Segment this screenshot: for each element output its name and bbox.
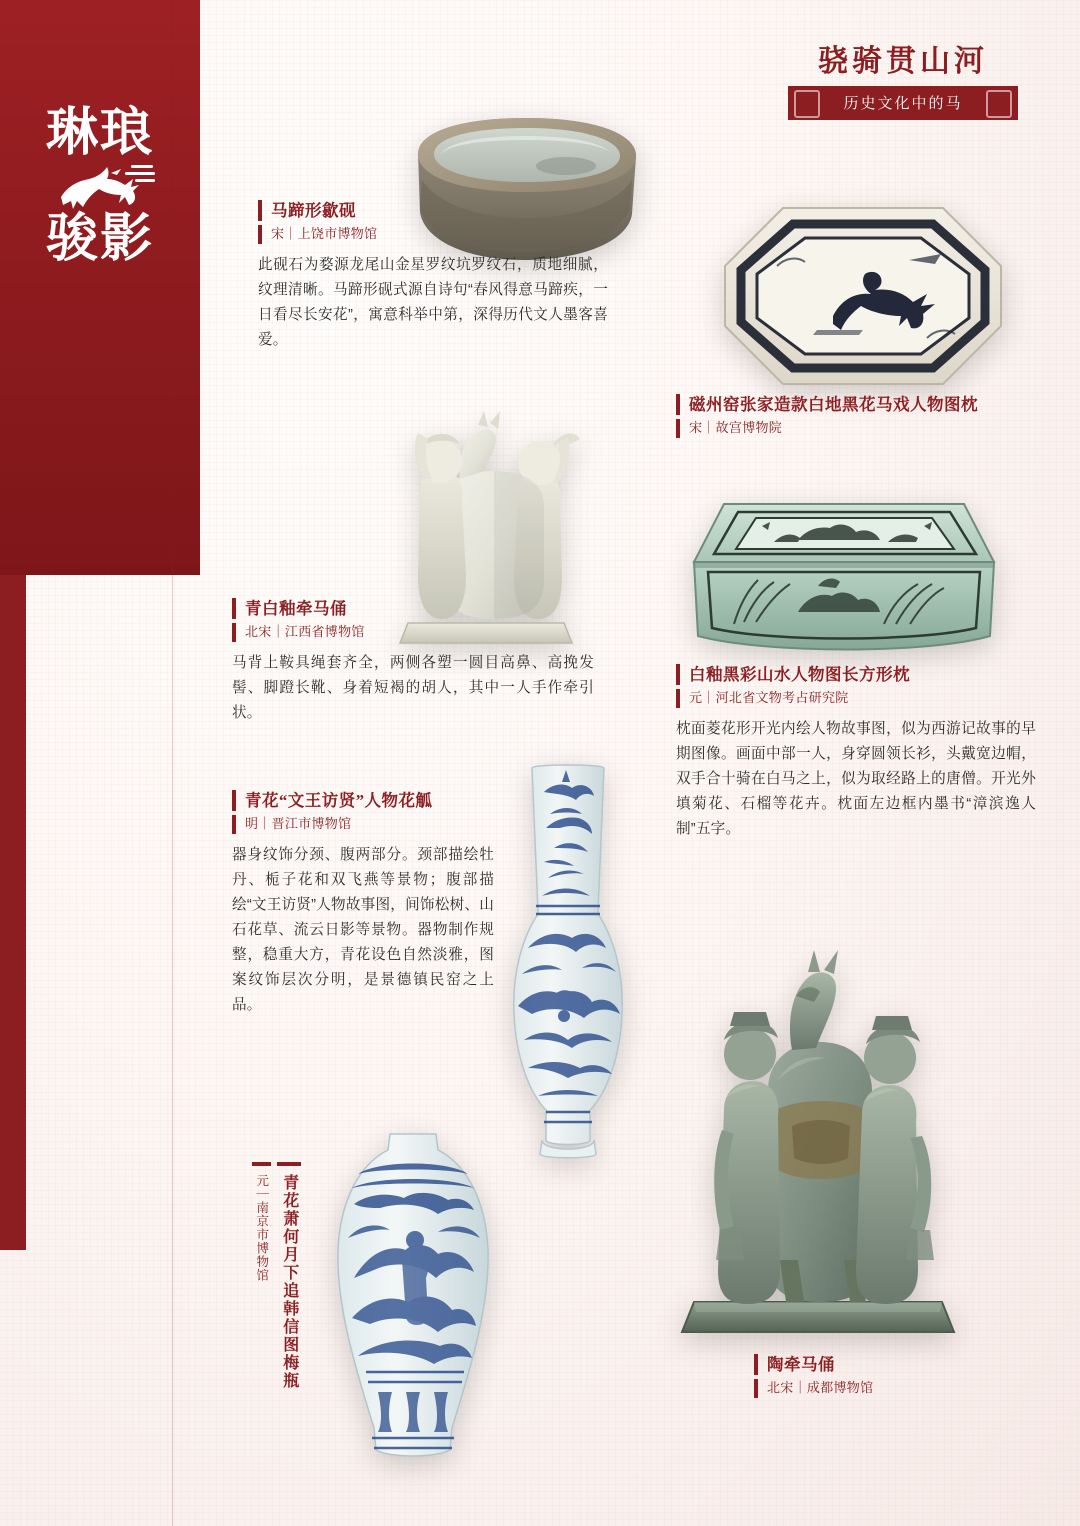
banner-title-top: 琳琅 (45, 105, 154, 162)
artifact-description: 马背上鞍具绳套齐全，两侧各塑一圆目高鼻、高挽发髻、脚蹬长靴、身着短褐的胡人，其中一人手作牵引状。 (232, 654, 594, 721)
caption-cizhou-pillow (676, 394, 1056, 438)
series-logo-title: 骁骑贯山河 (818, 45, 988, 78)
column-divider (172, 0, 173, 1526)
artifact-description: 枕面菱花形开光内绘人物故事图，似为西游记故事的早期图像。画面中部一人，身穿圆领长衫，头戴宽边帽，双手合十骑在白马之上，似为取经路上的唐僧。开光外填菊花、石榴等花卉。枕面左边框内墨书“漳滨逸人制”五字。 (676, 720, 1036, 837)
artifact-image-cizhou-pillow (713, 196, 1013, 396)
artifact-meta: 宋｜故宫博物院 (676, 419, 1056, 437)
caption-meiping (252, 1162, 301, 1412)
artifact-image-meiping (318, 1128, 508, 1468)
artifact-title: 陶牵马俑 (754, 1354, 1074, 1375)
artifact-description: 器身纹饰分颈、腹两部分。颈部描绘牡丹、栀子花和双飞燕等景物；腹部描绘“文王访贤”人物故事图，间饰松树、山石花草、流云日影等景物。器物制作规整，稳重大方，青花设色自然淡雅，图案纹饰层次分明，是景德镇民窑之上品。 (232, 846, 494, 1014)
artifact-image-rect-pillow (678, 492, 1008, 672)
artifact-meta: 北宋｜江西省博物馆 (232, 623, 594, 641)
title-banner (0, 0, 200, 575)
artifact-title: 青花“文王访贤”人物花觚 (232, 790, 494, 811)
artifact-description: 此砚石为婺源龙尾山金星罗纹坑罗纹石，质地细腻，纹理清晰。马蹄形砚式源自诗句“春风得意马蹄疾，一日看尽长安花”，寓意科举中第，深得历代文人墨客喜爱。 (258, 256, 608, 348)
series-logo (788, 36, 1018, 120)
artifact-title: 白釉黑彩山水人物图长方形枕 (676, 664, 1036, 685)
artifact-title: 马蹄形歙砚 (258, 200, 608, 221)
artifact-meta: 明｜晋江市博物馆 (232, 815, 494, 833)
caption-horse-figurine (232, 598, 594, 726)
artifact-image-blue-white-vase (488, 762, 648, 1162)
caption-rect-pillow (676, 664, 1036, 842)
artifact-image-pottery-horse (668, 930, 968, 1350)
artifact-meta: 北宋｜成都博物馆 (754, 1379, 1074, 1397)
artifact-meta: 元｜河北省文物考占研究院 (676, 689, 1036, 707)
series-logo-subtitle: 历史文化中的马 (788, 86, 1018, 120)
caption-pottery-horse (754, 1354, 1074, 1398)
artifact-title: 磁州窑张家造款白地黑花马戏人物图枕 (676, 394, 1056, 415)
artifact-meta: 宋｜上饶市博物馆 (258, 225, 608, 243)
caption-blue-white-vase (232, 790, 494, 1018)
banner-title-bottom: 骏影 (45, 211, 154, 269)
caption-inkstone (258, 200, 608, 353)
artifact-title: 青白釉牵马俑 (232, 598, 594, 619)
artifact-title: 青花萧何月下追韩信图梅瓶 (277, 1162, 301, 1404)
galloping-horse-icon (47, 157, 157, 215)
artifact-meta: 元｜南京市博物馆 (252, 1162, 271, 1324)
